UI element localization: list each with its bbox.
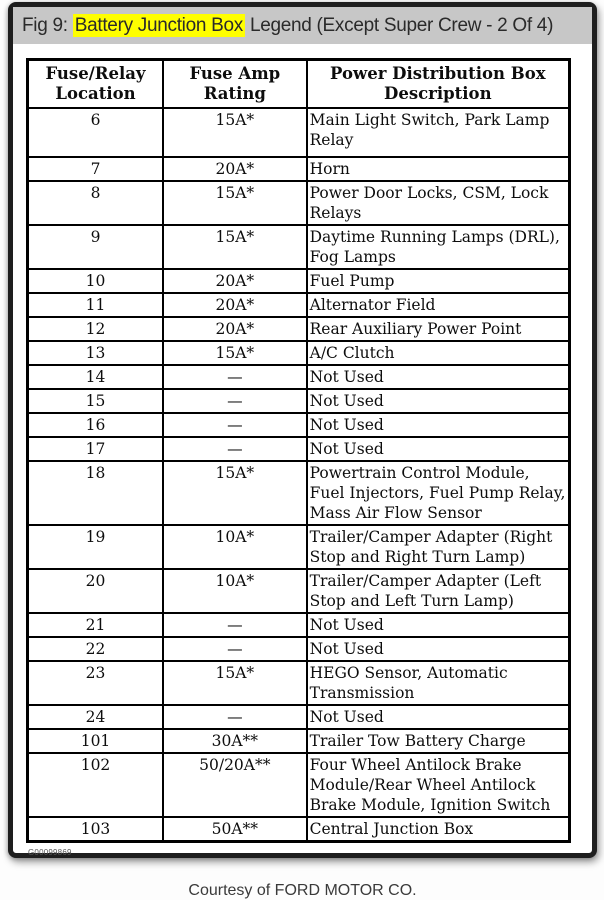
fuse-legend-table [26, 58, 571, 843]
table-row [28, 525, 570, 569]
fuse-location-cell: 12 [28, 317, 164, 341]
table-row [28, 637, 570, 661]
fuse-location-cell: 8 [28, 181, 164, 225]
description-cell: Trailer Tow Battery Charge [307, 729, 570, 753]
amp-rating-cell: 15A* [163, 461, 307, 525]
fuse-location-cell: 6 [28, 108, 164, 157]
table-row [28, 341, 570, 365]
description-cell: Horn [307, 157, 570, 181]
amp-rating-cell: — [163, 365, 307, 389]
table-row [28, 317, 570, 341]
description-cell: Trailer/Camper Adapter (Left Stop and Left Turn Lamp) [307, 569, 570, 613]
courtesy-line: Courtesy of FORD MOTOR CO. [188, 882, 417, 899]
table-row [28, 613, 570, 637]
table-row [28, 413, 570, 437]
graphic-id-label: G00099869 [28, 848, 72, 857]
amp-rating-cell: 50/20A** [163, 753, 307, 817]
fuse-location-cell: 103 [28, 817, 164, 842]
amp-rating-cell: — [163, 413, 307, 437]
fuse-location-cell: 13 [28, 341, 164, 365]
description-cell: Daytime Running Lamps (DRL), Fog Lamps [307, 225, 570, 269]
table-row [28, 181, 570, 225]
amp-rating-cell: 20A* [163, 157, 307, 181]
fuse-location-cell: 20 [28, 569, 164, 613]
amp-rating-cell: — [163, 613, 307, 637]
figure-title-highlight: Battery Junction Box [74, 14, 243, 36]
amp-rating-cell: 30A** [163, 729, 307, 753]
table-row [28, 729, 570, 753]
amp-rating-cell: 15A* [163, 108, 307, 157]
fuse-location-cell: 22 [28, 637, 164, 661]
fuse-location-cell: 10 [28, 269, 164, 293]
description-cell: Alternator Field [307, 293, 570, 317]
amp-rating-cell: 50A** [163, 817, 307, 842]
header-fuse-relay-location [28, 60, 164, 109]
fuse-location-cell: 7 [28, 157, 164, 181]
amp-rating-cell: 15A* [163, 225, 307, 269]
fuse-location-cell: 24 [28, 705, 164, 729]
amp-rating-cell: 20A* [163, 269, 307, 293]
fuse-location-cell: 11 [28, 293, 164, 317]
table-header [28, 60, 570, 109]
fuse-location-cell: 101 [28, 729, 164, 753]
header-power-distribution-description [307, 60, 570, 109]
header-fuse-amp-rating [163, 60, 307, 109]
table-row [28, 157, 570, 181]
table-row [28, 108, 570, 157]
header-line: Power Distribution Box [330, 64, 546, 83]
fuse-table-container [26, 58, 571, 843]
fuse-location-cell: 17 [28, 437, 164, 461]
fuse-location-cell: 15 [28, 389, 164, 413]
fuse-location-cell: 21 [28, 613, 164, 637]
table-row [28, 753, 570, 817]
description-cell: Main Light Switch, Park Lamp Relay [307, 108, 570, 157]
fuse-location-cell: 9 [28, 225, 164, 269]
description-cell: Not Used [307, 637, 570, 661]
table-row [28, 705, 570, 729]
amp-rating-cell: 15A* [163, 661, 307, 705]
amp-rating-cell: 10A* [163, 525, 307, 569]
description-cell: Not Used [307, 437, 570, 461]
figure-title-prefix: Fig 9: [22, 14, 73, 36]
description-cell: Not Used [307, 613, 570, 637]
table-row [28, 225, 570, 269]
amp-rating-cell: — [163, 437, 307, 461]
description-cell: Powertrain Control Module, Fuel Injectors, Fuel Pump Relay, Mass Air Flow Sensor [307, 461, 570, 525]
description-cell: Rear Auxiliary Power Point [307, 317, 570, 341]
amp-rating-cell: 15A* [163, 341, 307, 365]
description-cell: A/C Clutch [307, 341, 570, 365]
header-row [28, 60, 570, 109]
fuse-location-cell: 18 [28, 461, 164, 525]
figure-title [22, 15, 553, 37]
header-line: Location [55, 84, 136, 103]
table-body [28, 108, 570, 842]
table-row [28, 293, 570, 317]
table-row [28, 389, 570, 413]
amp-rating-cell: — [163, 389, 307, 413]
header-line: Fuse/Relay [45, 64, 146, 83]
amp-rating-cell: — [163, 705, 307, 729]
fuse-location-cell: 14 [28, 365, 164, 389]
description-cell: Four Wheel Antilock Brake Module/Rear Wheel Antilock Brake Module, Ignition Switch [307, 753, 570, 817]
description-cell: Trailer/Camper Adapter (Right Stop and Right Turn Lamp) [307, 525, 570, 569]
amp-rating-cell: 15A* [163, 181, 307, 225]
table-row [28, 461, 570, 525]
table-row [28, 569, 570, 613]
table-row [28, 661, 570, 705]
amp-rating-cell: — [163, 637, 307, 661]
header-line: Description [384, 84, 492, 103]
table-row [28, 365, 570, 389]
table-row [28, 269, 570, 293]
header-line: Rating [203, 84, 266, 103]
description-cell: Central Junction Box [307, 817, 570, 842]
table-row [28, 437, 570, 461]
amp-rating-cell: 10A* [163, 569, 307, 613]
fuse-location-cell: 102 [28, 753, 164, 817]
figure-title-suffix: Legend (Except Super Crew - 2 Of 4) [244, 14, 554, 36]
figure-title-bar [13, 7, 592, 44]
fuse-location-cell: 16 [28, 413, 164, 437]
document-page [8, 2, 597, 899]
amp-rating-cell: 20A* [163, 317, 307, 341]
fuse-location-cell: 19 [28, 525, 164, 569]
description-cell: Fuel Pump [307, 269, 570, 293]
description-cell: Not Used [307, 365, 570, 389]
amp-rating-cell: 20A* [163, 293, 307, 317]
description-cell: Not Used [307, 413, 570, 437]
fuse-location-cell: 23 [28, 661, 164, 705]
description-cell: HEGO Sensor, Automatic Transmission [307, 661, 570, 705]
description-cell: Power Door Locks, CSM, Lock Relays [307, 181, 570, 225]
description-cell: Not Used [307, 705, 570, 729]
table-row [28, 817, 570, 842]
header-line: Fuse Amp [189, 64, 281, 83]
description-cell: Not Used [307, 389, 570, 413]
